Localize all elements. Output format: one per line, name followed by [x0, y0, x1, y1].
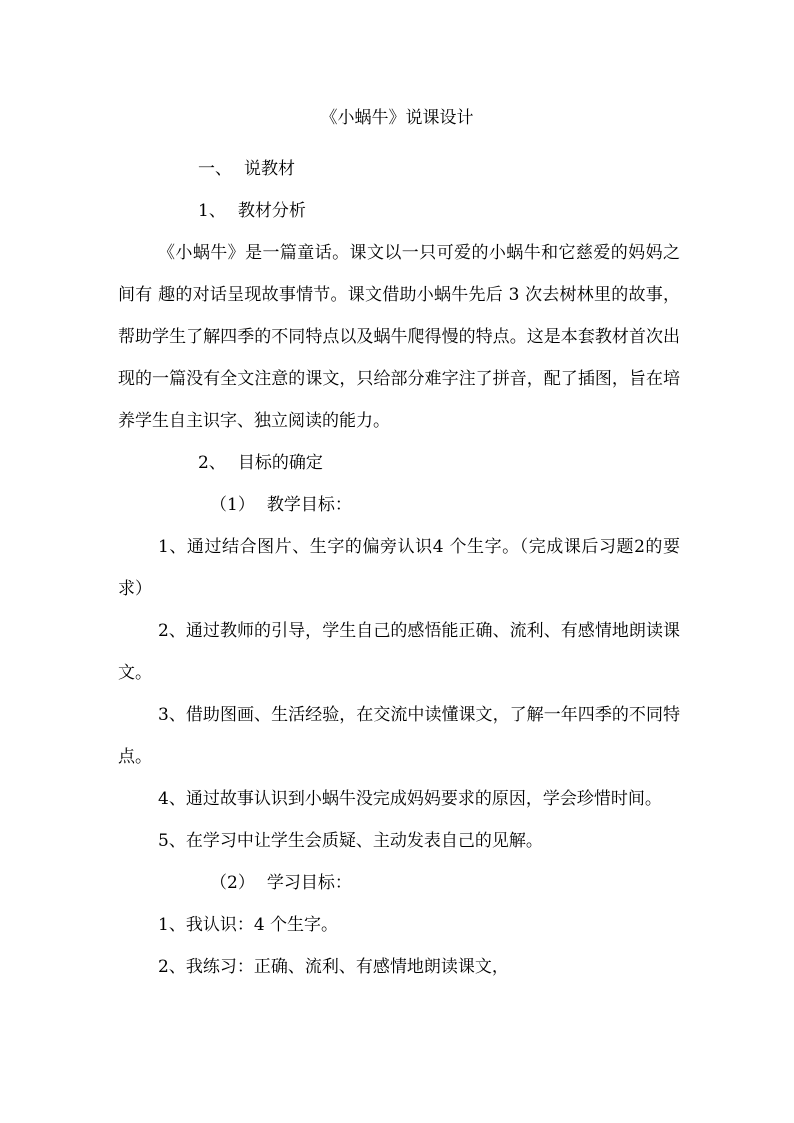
goal-item-5: 5、在学习中让学生会质疑、主动发表自己的见解。	[158, 831, 543, 851]
goal-item-3: 3、借助图画、生活经验，在交流中读懂课文，了解一年四季的不同特点。	[118, 705, 680, 767]
heading-text: 说教材	[244, 159, 295, 179]
goal-item-4: 4、通过故事认识到小蜗牛没完成妈妈要求的原因，学会珍惜时间。	[158, 789, 662, 809]
heading-jiaocai-fenxi	[118, 190, 680, 232]
heading-number: 2、	[198, 453, 226, 473]
paragraph-analysis: 《小蜗牛》是一篇童话。课文以一只可爱的小蜗牛和它慈爱的妈妈之间有 趣的对话呈现故事情节。课文借助小蜗牛先后 3 次去树林里的故事，帮助学生了解四季的不同特点以及蜗牛爬得慢的特点。这是本套教材首次出现的一篇没有全文注意的课文，只给部分难字注了拼音，配了插图，旨在培养学生自主识字、独立阅读的能力。	[118, 243, 680, 431]
heading-text: 教学目标：	[266, 495, 352, 515]
document-body	[118, 148, 680, 988]
heading-text: 教材分析	[237, 201, 306, 221]
heading-text: 学习目标：	[266, 873, 352, 893]
heading-jiaoxue-mubiao	[118, 484, 680, 526]
goal-item-1: 1、通过结合图片、生字的偏旁认识4 个生字。（完成课后习题2的要求）	[118, 537, 680, 599]
heading-number: 1、	[198, 201, 226, 221]
heading-text: 目标的确定	[237, 453, 323, 473]
heading-number: （1）	[210, 495, 255, 515]
goal-item-2: 2、通过教师的引导，学生自己的感悟能正确、流利、有感情地朗读课文。	[118, 621, 680, 683]
heading-mubiao-queding	[118, 442, 680, 484]
heading-number: 一、	[198, 159, 232, 179]
heading-shuo-jiaocai	[118, 148, 680, 190]
learning-item-1: 1、我认识：4 个生字。	[158, 915, 339, 935]
learning-item-2: 2、我练习：正确、流利、有感情地朗读课文，	[158, 957, 509, 977]
document-title: 《小蜗牛》说课设计	[320, 108, 474, 128]
heading-xuexi-mubiao	[118, 862, 680, 904]
heading-number: （2）	[210, 873, 255, 893]
